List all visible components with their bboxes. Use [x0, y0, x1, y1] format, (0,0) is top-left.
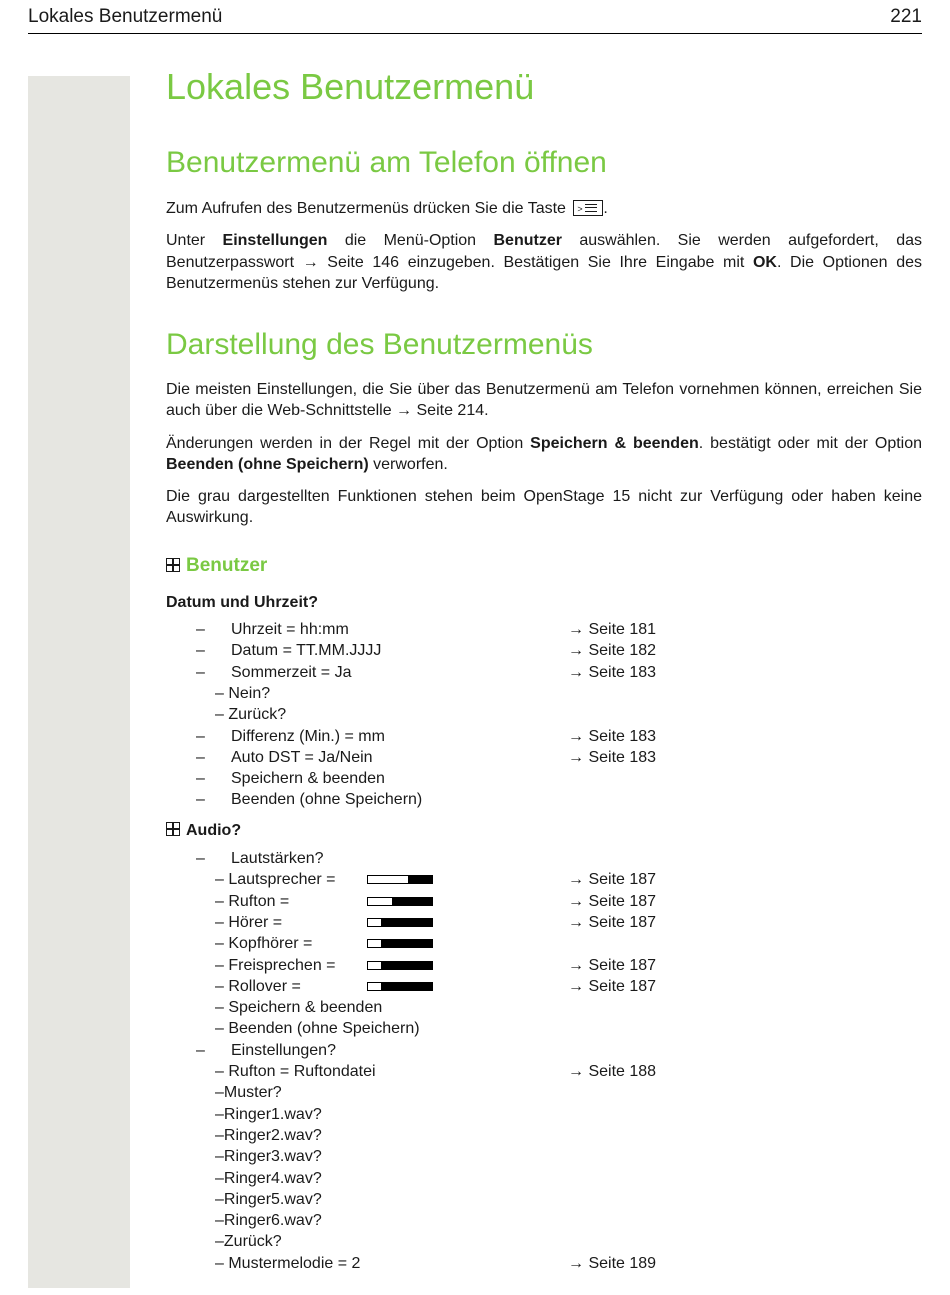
bold-term: Einstellungen [222, 232, 328, 250]
page-reference-link[interactable]: → Seite 183 [568, 727, 657, 745]
list-bullet-dash: – [196, 770, 205, 788]
menu-option-label: –Ringer5.wav? [215, 1190, 322, 1208]
page-reference-link[interactable]: → Seite 187 [568, 977, 657, 995]
menu-option-label: – Hörer = [215, 913, 283, 931]
menu-option-label: – Kopfhörer = [215, 935, 313, 953]
menu-option-label: –Zurück? [215, 1233, 282, 1251]
paragraph-end: . [603, 200, 608, 217]
menu-option-label: Differenz (Min.) = mm [231, 727, 385, 745]
list-bullet-dash: – [196, 642, 205, 660]
volume-level-fill [368, 962, 382, 969]
menu-option-label: Einstellungen? [231, 1041, 336, 1059]
section-heading-display: Darstellung des Benutzermenüs [166, 328, 593, 361]
menu-option-label: – Speichern & beenden [215, 999, 383, 1017]
page-reference-link[interactable]: → Seite 187 [568, 913, 657, 931]
page-reference-link[interactable]: → Seite 181 [568, 621, 657, 638]
page-reference-link[interactable]: → Seite 188 [568, 1063, 657, 1080]
menu-option-label: – Mustermelodie = 2 [215, 1254, 361, 1272]
datum-uhrzeit-heading: Datum und Uhrzeit? [166, 594, 318, 611]
volume-level-fill [368, 898, 393, 905]
paragraph-open-menu [166, 198, 922, 219]
audio-heading-label: Audio? [186, 822, 242, 839]
menu-option-label: Lautstärken? [231, 850, 324, 867]
menu-key-icon: > [573, 200, 603, 216]
volume-level-bar [367, 961, 433, 970]
paragraph-save-options [166, 433, 922, 476]
audio-heading [166, 822, 241, 840]
page-reference-link[interactable]: → Seite 187 [568, 871, 657, 889]
menu-option-label: – Freisprechen = [215, 956, 336, 974]
list-bullet-dash: – [196, 621, 205, 638]
section-heading-open-menu: Benutzermenü am Telefon öffnen [166, 146, 607, 179]
chapter-title: Lokales Benutzermenü [166, 66, 535, 107]
page-reference-link[interactable]: → Seite 189 [568, 1254, 657, 1272]
list-bullet-dash: – [196, 748, 205, 766]
menu-option-label: – Rufton = [215, 892, 290, 910]
volume-level-fill [368, 983, 382, 990]
benutzer-heading [166, 555, 267, 577]
menu-option-label: –Ringer3.wav? [215, 1148, 322, 1166]
list-bullet-dash: – [196, 663, 205, 681]
page-reference-link[interactable]: → Seite 182 [568, 642, 657, 660]
menu-option-label: Speichern & beenden [231, 770, 385, 788]
volume-level-fill [368, 940, 382, 947]
list-bullet-dash: – [196, 850, 205, 867]
section2-body [166, 379, 922, 529]
menu-option-label: Beenden (ohne Speichern) [231, 791, 423, 809]
menu-option-label: Datum = TT.MM.JJJJ [231, 642, 382, 660]
header-divider [28, 33, 922, 34]
menu-option-label: Sommerzeit = Ja [231, 663, 352, 681]
menu-option-label: –Ringer4.wav? [215, 1169, 322, 1187]
expand-plus-icon [166, 558, 180, 572]
bold-term: Speichern & beenden [530, 434, 699, 452]
page-reference-link[interactable]: → Seite 187 [568, 956, 657, 974]
volume-level-bar [367, 982, 433, 991]
menu-option-label: Uhrzeit = hh:mm [231, 621, 349, 638]
page-number: 221 [890, 6, 922, 27]
menu-option-label: – Nein? [215, 684, 271, 702]
paragraph-openstage-note: Die grau dargestellten Funktionen stehen beim OpenStage 15 nicht zur Verfügung oder haben keine Auswirkung. [166, 488, 922, 527]
page-reference-link[interactable]: → Seite 187 [568, 892, 657, 910]
menu-option-label: – Zurück? [215, 706, 287, 724]
menu-option-label: – Beenden (ohne Speichern) [215, 1020, 420, 1038]
text-run: Unter [166, 232, 223, 250]
margin-sidebar [28, 76, 130, 1288]
paragraph-text: Zum Aufrufen des Benutzermenüs drücken Sie die Taste [166, 200, 566, 217]
benutzer-heading-label: Benutzer [186, 555, 268, 576]
bold-term: Beenden (ohne Speichern) [166, 455, 369, 473]
paragraph-settings [166, 230, 922, 294]
bold-term: Benutzer [493, 232, 562, 250]
volume-level-fill [368, 876, 409, 883]
page-reference-link[interactable]: → Seite 183 [568, 748, 657, 766]
list-bullet-dash: – [196, 791, 205, 809]
bold-term: OK [752, 253, 777, 271]
text-run: die Menü-Option [327, 232, 494, 250]
menu-option-label: – Rufton = Ruftondatei [215, 1063, 376, 1080]
volume-level-bar [367, 918, 433, 927]
text-run: Änderungen werden in der Regel mit der Option [166, 434, 531, 452]
volume-level-bar [367, 897, 433, 906]
volume-level-fill [368, 919, 382, 926]
section1-body [166, 198, 922, 294]
list-bullet-dash: – [196, 727, 205, 745]
menu-option-label: –Ringer6.wav? [215, 1212, 322, 1230]
text-run: . Die Optionen des Benutzermenüs stehen zur Verfügung. [166, 253, 922, 292]
expand-plus-icon [166, 822, 180, 836]
volume-level-bar [367, 875, 433, 884]
menu-option-label: –Ringer2.wav? [215, 1126, 322, 1144]
menu-option-label: Auto DST = Ja/Nein [231, 748, 373, 766]
menu-option-label: –Muster? [215, 1084, 282, 1102]
text-run: verworfen. [368, 455, 448, 473]
menu-option-label: – Rollover = [215, 977, 301, 995]
menu-option-label: – Lautsprecher = [215, 871, 336, 889]
volume-level-bar [367, 939, 433, 948]
menu-option-label: –Ringer1.wav? [215, 1105, 322, 1123]
text-run: auswählen. Sie werden aufgefordert, das Benutzerpasswort → Seite 146 einzugeben. Bestätigen Sie Ihre Eingabe mit [166, 232, 922, 271]
list-bullet-dash: – [196, 1041, 205, 1059]
text-run: . bestätigt oder mit der Option [698, 434, 923, 452]
page-reference-link[interactable]: → Seite 183 [568, 663, 657, 681]
running-header-title: Lokales Benutzermenü [28, 6, 223, 27]
paragraph-web-interface: Die meisten Einstellungen, die Sie über das Benutzermenü am Telefon vornehmen können, erreichen Sie auch über die Web-Schnittstelle → Seite 214. [166, 381, 922, 420]
